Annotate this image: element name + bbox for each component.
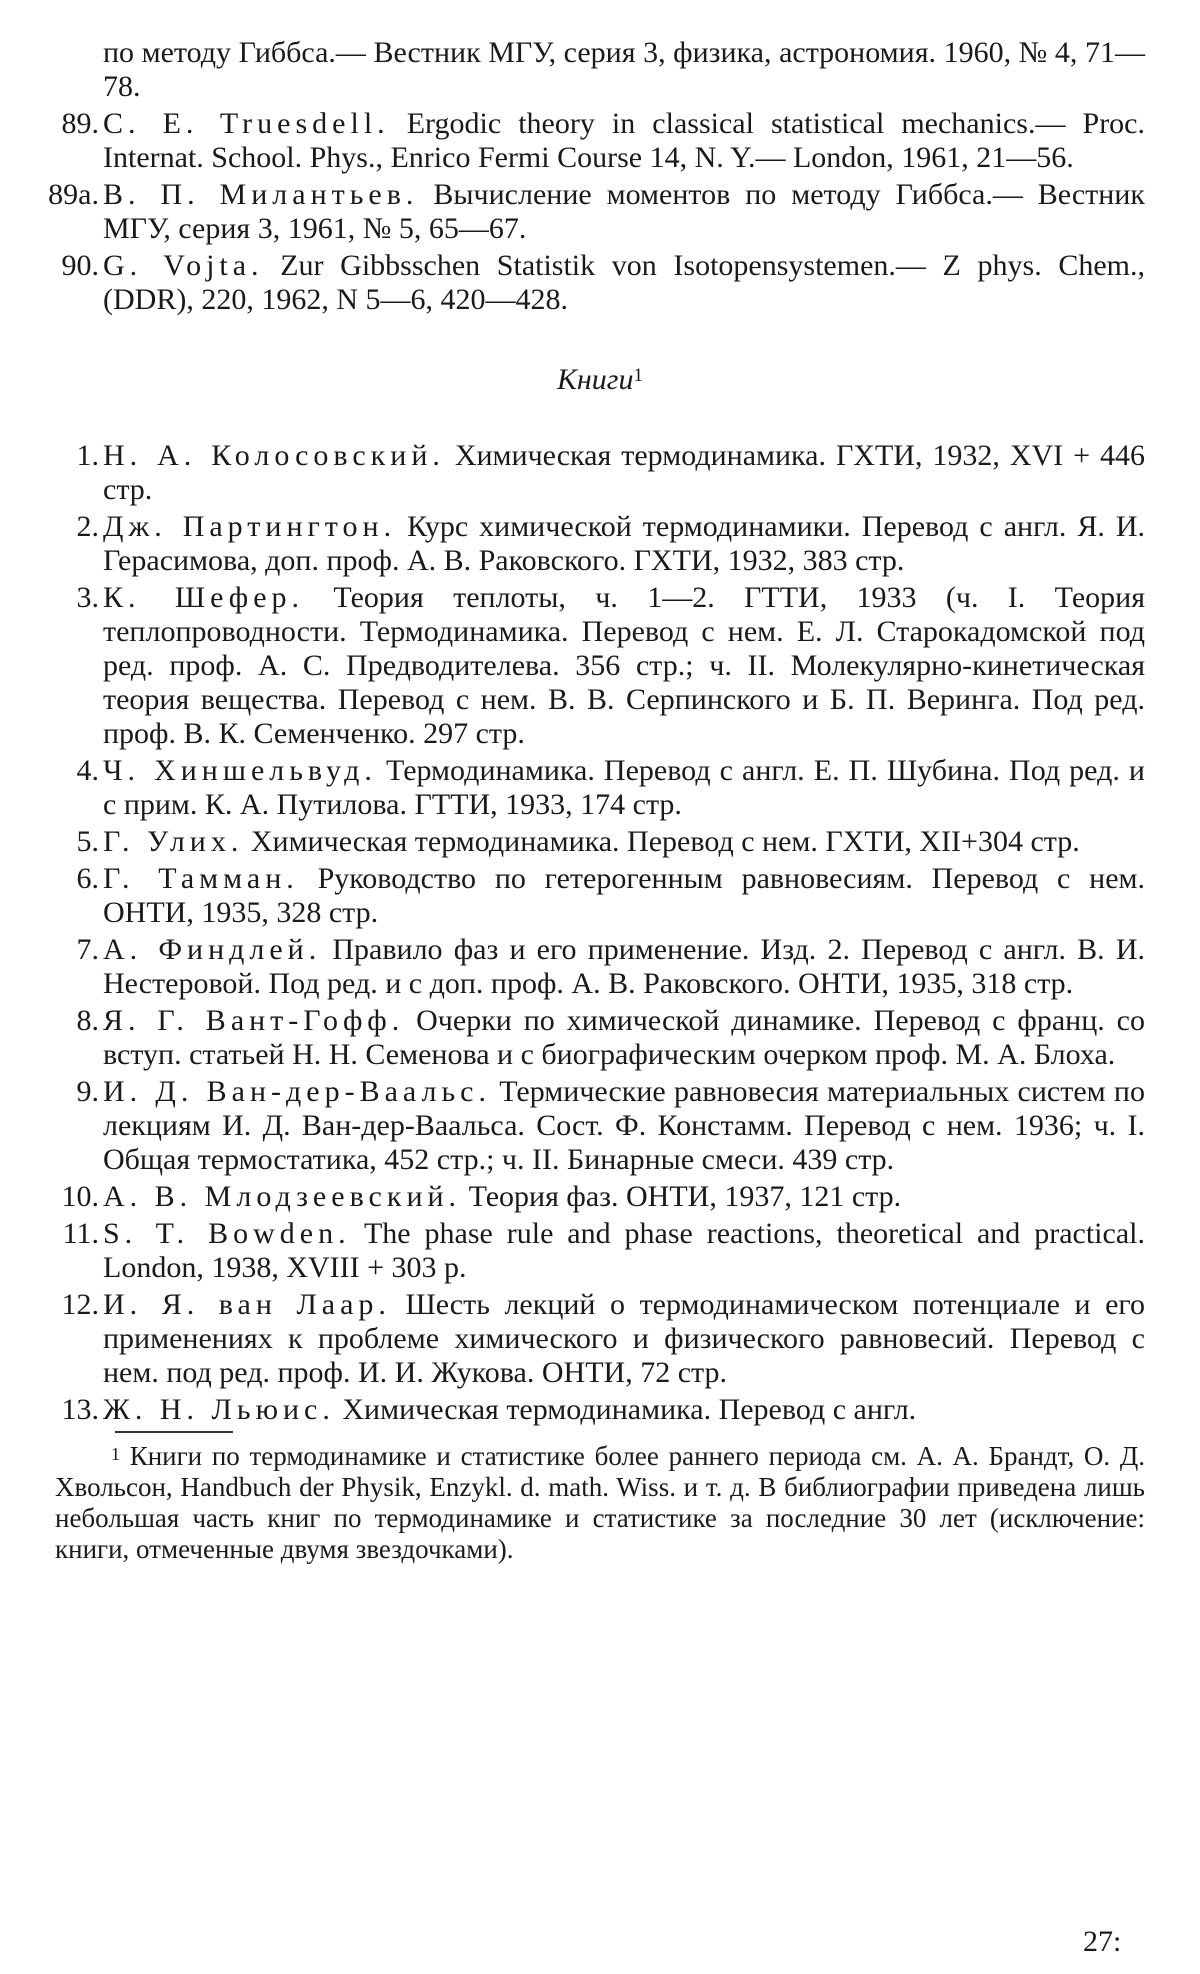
- book-number: 3.: [76, 581, 99, 614]
- book-text: Руководство по гетерогенным равновесиям. Перевод с нем. ОНТИ, 1935, 328 стр.: [103, 862, 1145, 929]
- book-number: 5.: [76, 825, 99, 858]
- book-text: Теория теплоты, ч. 1—2. ГТТИ, 1933 (ч. I. Теория теплопроводности. Термодинамика. Перевод с нем. Е. Л. Старокадомской под ред. проф. А. С. Предводителева. 356 стр.; ч. II. Молекулярно-кинетическая теория вещества. Перевод с нем. В. В. Серпинского и Б. П. Веринга. Под ред. проф. В. К. Семенченко. 297 стр.: [103, 581, 1145, 750]
- footnote-divider: [115, 1431, 233, 1433]
- book-entry: [55, 581, 1145, 751]
- book-entry: [55, 1075, 1145, 1177]
- book-number: 2.: [76, 510, 99, 543]
- book-number: 7.: [76, 933, 99, 966]
- reference-author: В. П. Милантьев.: [103, 178, 419, 211]
- books-heading-text: Книги: [556, 363, 634, 396]
- book-text: The phase rule and phase reactions, theoretical and practical. London, 1938, XVIII + 303 p.: [103, 1217, 1145, 1284]
- reference-text: по методу Гиббса.— Вестник МГУ, серия 3, физика, астрономия. 1960, № 4, 71—78.: [103, 36, 1145, 103]
- book-text: Очерки по химической динамике. Перевод с франц. со вступ. статьей Н. Н. Семенова и с биографическим очерком проф. М. А. Блоха.: [103, 1004, 1145, 1071]
- bibliography-page: [48, 36, 1146, 1565]
- book-author: S. T. Bowden.: [103, 1217, 351, 1250]
- book-text: Химическая термодинамика. ГХТИ, 1932, XVI + 446 стр.: [103, 439, 1145, 506]
- reference-entry: [48, 178, 1145, 246]
- book-author: А. В. Млодзеевский.: [103, 1180, 462, 1213]
- book-text: Термические равновесия материальных систем по лекциям И. Д. Ван-дер-Ваальса. Сост. Ф. Констамм. Перевод с нем. 1936; ч. I. Общая термостатика, 452 стр.; ч. II. Бинарные смеси. 439 стр.: [103, 1075, 1145, 1176]
- reference-entry: [55, 249, 1145, 317]
- reference-number: 89.: [61, 107, 99, 140]
- reference-text: Zur Gibbsschen Statistik von Isotopensystemen.— Z phys. Chem., (DDR), 220, 1962, N 5—6, 420—428.: [103, 249, 1146, 316]
- book-entry: [55, 862, 1145, 930]
- reference-author: G. Vojta.: [103, 249, 264, 282]
- book-author: Я. Г. Вант-Гофф.: [103, 1004, 405, 1037]
- book-author: Г. Улих.: [103, 825, 244, 858]
- book-entry: [55, 439, 1145, 507]
- book-entry: [55, 1217, 1145, 1285]
- book-text: Химическая термодинамика. Перевод с нем. ГХТИ, XII+304 стр.: [243, 825, 1080, 858]
- reference-text: Ergodic theory in classical statistical mechanics.— Proc. Internat. School. Phys., Enrico Fermi Course 14, N. Y.— London, 1961, 21—56.: [103, 107, 1145, 174]
- book-number: 1.: [76, 439, 99, 472]
- book-author: И. Я. ван Лаар.: [103, 1288, 391, 1321]
- book-number: 12.: [61, 1288, 99, 1321]
- reference-number: 90.: [61, 249, 99, 282]
- book-number: 11.: [62, 1217, 99, 1250]
- book-number: 4.: [76, 754, 99, 787]
- book-author: И. Д. Ван-дер-Ваальс.: [103, 1075, 491, 1108]
- book-text: Правило фаз и его применение. Изд. 2. Перевод с англ. В. И. Нестеровой. Под ред. и с доп. проф. А. В. Раковского. ОНТИ, 1935, 318 стр.: [103, 933, 1145, 1000]
- book-number: 13.: [61, 1393, 99, 1426]
- book-entry: [55, 510, 1145, 578]
- book-number: 6.: [76, 862, 99, 895]
- book-entry: [55, 754, 1145, 822]
- books-list: [55, 439, 1145, 1427]
- books-section-heading: [55, 363, 1145, 397]
- book-author: Дж. Партингтон.: [103, 510, 397, 543]
- book-entry: [55, 933, 1145, 1001]
- book-entry: [55, 1288, 1145, 1390]
- book-author: К. Шефер.: [103, 581, 305, 614]
- reference-entry-continued: [55, 36, 1145, 104]
- book-text: Курс химической термодинамики. Перевод с англ. Я. И. Герасимова, доп. проф. А. В. Раковского. ГХТИ, 1932, 383 стр.: [103, 510, 1146, 577]
- footnote: [55, 1441, 1145, 1565]
- footnote-marker: 1: [633, 365, 643, 386]
- book-text: Теория фаз. ОНТИ, 1937, 121 стр.: [461, 1180, 902, 1213]
- book-author: Н. А. Колосовский.: [103, 439, 445, 472]
- book-entry: [55, 825, 1145, 859]
- book-text: Термодинамика. Перевод с англ. Е. П. Шубина. Под ред. и с прим. К. А. Путилова. ГТТИ, 1933, 174 стр.: [103, 754, 1145, 821]
- footnote-number: 1: [111, 1444, 120, 1464]
- reference-text: Вычисление моментов по методу Гиббса.— Вестник МГУ, серия 3, 1961, № 5, 65—67.: [103, 178, 1145, 245]
- book-author: А. Финдлей.: [103, 933, 322, 966]
- book-text: Шесть лекций о термодинамическом потенциале и его применениях к проблеме химического и физического равновесий. Перевод с нем. под ред. проф. И. И. Жукова. ОНТИ, 72 стр.: [103, 1288, 1145, 1389]
- book-entry: [55, 1180, 1145, 1214]
- book-author: Г. Тамман.: [103, 862, 299, 895]
- book-entry: [55, 1004, 1145, 1072]
- book-entry: [55, 1393, 1145, 1427]
- book-number: 10.: [61, 1180, 99, 1213]
- reference-entry: [55, 107, 1145, 175]
- book-author: Ч. Хиншельвуд.: [103, 754, 377, 787]
- book-number: 8.: [76, 1004, 99, 1037]
- page-number: 27:: [1083, 1925, 1122, 1958]
- journal-references: [48, 36, 1146, 317]
- reference-author: C. E. Truesdell.: [103, 107, 390, 140]
- book-author: Ж. Н. Льюис.: [103, 1393, 335, 1426]
- book-number: 9.: [76, 1075, 99, 1108]
- book-text: Химическая термодинамика. Перевод с англ.: [334, 1393, 917, 1426]
- reference-number: 89a.: [48, 178, 99, 211]
- footnote-text: Книги по термодинамике и статистике более раннего периода см. А. А. Брандт, О. Д. Хвольсон, Handbuch der Physik, Enzykl. d. math. Wiss. и т. д. В библиографии приведена лишь небольшая часть книг по термодинамике и статистике за последние 30 лет (исключение: книги, отмеченные двумя звездочками).: [55, 1441, 1145, 1564]
